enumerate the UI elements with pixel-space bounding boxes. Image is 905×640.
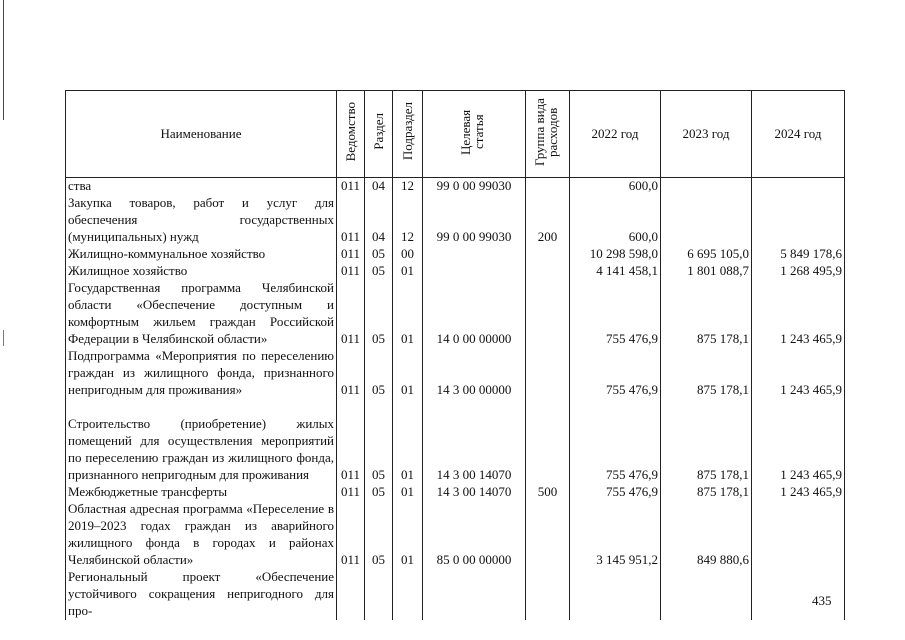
row-2022: 600,0 xyxy=(570,178,661,195)
row-celevaya: 14 0 00 00000 xyxy=(423,280,526,348)
row-2023: 875 178,1 xyxy=(661,348,752,399)
row-2022: 4 141 458,1 xyxy=(570,263,661,280)
table-row xyxy=(66,246,845,263)
row-2023: 875 178,1 xyxy=(661,484,752,501)
row-celevaya: 85 0 00 00000 xyxy=(423,501,526,569)
row-celevaya xyxy=(423,263,526,280)
row-vedomstvo: 011 xyxy=(337,178,365,195)
row-2022: 3 145 951,2 xyxy=(570,501,661,569)
table-row xyxy=(66,399,845,484)
table-row xyxy=(66,348,845,399)
row-2024 xyxy=(752,195,845,246)
row-podrazdel: 01 xyxy=(393,501,423,569)
row-vedomstvo: 011 xyxy=(337,484,365,501)
row-2023 xyxy=(661,178,752,195)
row-celevaya: 14 3 00 14070 xyxy=(423,399,526,484)
row-name: Государственная программа Челябинской области «Обеспечение доступным и комфортным жильем граждан Российской Федерации в Челябинской области» xyxy=(66,280,337,348)
row-name: Областная адресная программа «Переселение в 2019–2023 годах граждан из аварийного жилищного фонда в городах и районах Челябинской области» xyxy=(66,501,337,569)
header-vedomstvo: Ведомство xyxy=(337,91,365,178)
page-number: 435 xyxy=(812,593,832,608)
row-celevaya: 14 3 00 00000 xyxy=(423,348,526,399)
scan-margin-mark xyxy=(3,330,4,346)
row-gruppa: 500 xyxy=(526,484,570,501)
row-podrazdel xyxy=(393,569,423,620)
row-2022 xyxy=(570,569,661,620)
row-razdel: 05 xyxy=(365,399,393,484)
row-name: Закупка товаров, работ и услуг для обеспечения государственных (муниципальных) нужд xyxy=(66,195,337,246)
header-2024: 2024 год xyxy=(752,91,845,178)
row-vedomstvo: 011 xyxy=(337,399,365,484)
row-name: Строительство (приобретение) жилых помещений для осуществления мероприятий по переселению граждан из жилищного фонда, признанного непригодным для проживания xyxy=(66,399,337,484)
row-2024: 1 243 465,9 xyxy=(752,484,845,501)
row-celevaya: 99 0 00 99030 xyxy=(423,178,526,195)
row-gruppa xyxy=(526,348,570,399)
row-podrazdel: 00 xyxy=(393,246,423,263)
table-row xyxy=(66,484,845,501)
header-2023: 2023 год xyxy=(661,91,752,178)
row-name: Подпрограмма «Мероприятия по переселению граждан из жилищного фонда, признанного непригодным для проживания» xyxy=(66,348,337,399)
row-2023: 6 695 105,0 xyxy=(661,246,752,263)
row-razdel xyxy=(365,569,393,620)
row-2024: 5 849 178,6 xyxy=(752,246,845,263)
row-razdel: 05 xyxy=(365,263,393,280)
row-podrazdel: 01 xyxy=(393,348,423,399)
row-name: Региональный проект «Обеспечение устойчивого сокращения непригодного для про- xyxy=(66,569,337,620)
table-row xyxy=(66,280,845,348)
header-celevaya: Целевая статья xyxy=(423,91,526,178)
table-row xyxy=(66,195,845,246)
row-2022: 10 298 598,0 xyxy=(570,246,661,263)
row-gruppa: 200 xyxy=(526,195,570,246)
header-name: Наименование xyxy=(66,91,337,178)
row-vedomstvo: 011 xyxy=(337,263,365,280)
header-podrazdel: Подраздел xyxy=(393,91,423,178)
row-2022: 755 476,9 xyxy=(570,348,661,399)
row-celevaya xyxy=(423,246,526,263)
row-2022: 755 476,9 xyxy=(570,280,661,348)
row-2023: 849 880,6 xyxy=(661,501,752,569)
row-celevaya: 14 3 00 14070 xyxy=(423,484,526,501)
row-razdel: 05 xyxy=(365,280,393,348)
row-vedomstvo: 011 xyxy=(337,246,365,263)
row-gruppa xyxy=(526,263,570,280)
table-row xyxy=(66,263,845,280)
table-row xyxy=(66,501,845,569)
header-razdel: Раздел xyxy=(365,91,393,178)
row-podrazdel: 12 xyxy=(393,195,423,246)
row-razdel: 05 xyxy=(365,246,393,263)
table-header-row xyxy=(66,91,845,178)
row-podrazdel: 01 xyxy=(393,484,423,501)
row-2022: 755 476,9 xyxy=(570,399,661,484)
row-razdel: 05 xyxy=(365,501,393,569)
row-name: Межбюджетные трансферты xyxy=(66,484,337,501)
row-2024: 1 243 465,9 xyxy=(752,399,845,484)
header-gruppa: Группа вида расходов xyxy=(526,91,570,178)
row-podrazdel: 01 xyxy=(393,280,423,348)
row-podrazdel: 12 xyxy=(393,178,423,195)
table-row xyxy=(66,178,845,195)
row-2023: 875 178,1 xyxy=(661,280,752,348)
row-gruppa xyxy=(526,501,570,569)
row-vedomstvo: 011 xyxy=(337,195,365,246)
scan-margin-line xyxy=(3,0,4,120)
row-gruppa xyxy=(526,399,570,484)
row-2022: 600,0 xyxy=(570,195,661,246)
table-row xyxy=(66,569,845,620)
row-2023 xyxy=(661,195,752,246)
row-vedomstvo: 011 xyxy=(337,348,365,399)
row-2024: 1 243 465,9 xyxy=(752,348,845,399)
row-vedomstvo: 011 xyxy=(337,280,365,348)
row-2023: 1 801 088,7 xyxy=(661,263,752,280)
row-name: Жилищное хозяйство xyxy=(66,263,337,280)
row-celevaya xyxy=(423,569,526,620)
row-2023: 875 178,1 xyxy=(661,399,752,484)
row-2024: 1 268 495,9 xyxy=(752,263,845,280)
row-razdel: 04 xyxy=(365,178,393,195)
row-gruppa xyxy=(526,178,570,195)
row-gruppa xyxy=(526,280,570,348)
row-2024: 1 243 465,9 xyxy=(752,280,845,348)
row-2024 xyxy=(752,501,845,569)
row-vedomstvo xyxy=(337,569,365,620)
row-2022: 755 476,9 xyxy=(570,484,661,501)
row-podrazdel: 01 xyxy=(393,263,423,280)
row-razdel: 05 xyxy=(365,348,393,399)
row-gruppa xyxy=(526,246,570,263)
row-name: ства xyxy=(66,178,337,195)
row-2024 xyxy=(752,178,845,195)
row-celevaya: 99 0 00 99030 xyxy=(423,195,526,246)
header-2022: 2022 год xyxy=(570,91,661,178)
row-2023 xyxy=(661,569,752,620)
row-gruppa xyxy=(526,569,570,620)
row-vedomstvo: 011 xyxy=(337,501,365,569)
budget-table xyxy=(65,90,845,620)
row-razdel: 04 xyxy=(365,195,393,246)
row-podrazdel: 01 xyxy=(393,399,423,484)
row-name: Жилищно-коммунальное хозяйство xyxy=(66,246,337,263)
row-razdel: 05 xyxy=(365,484,393,501)
